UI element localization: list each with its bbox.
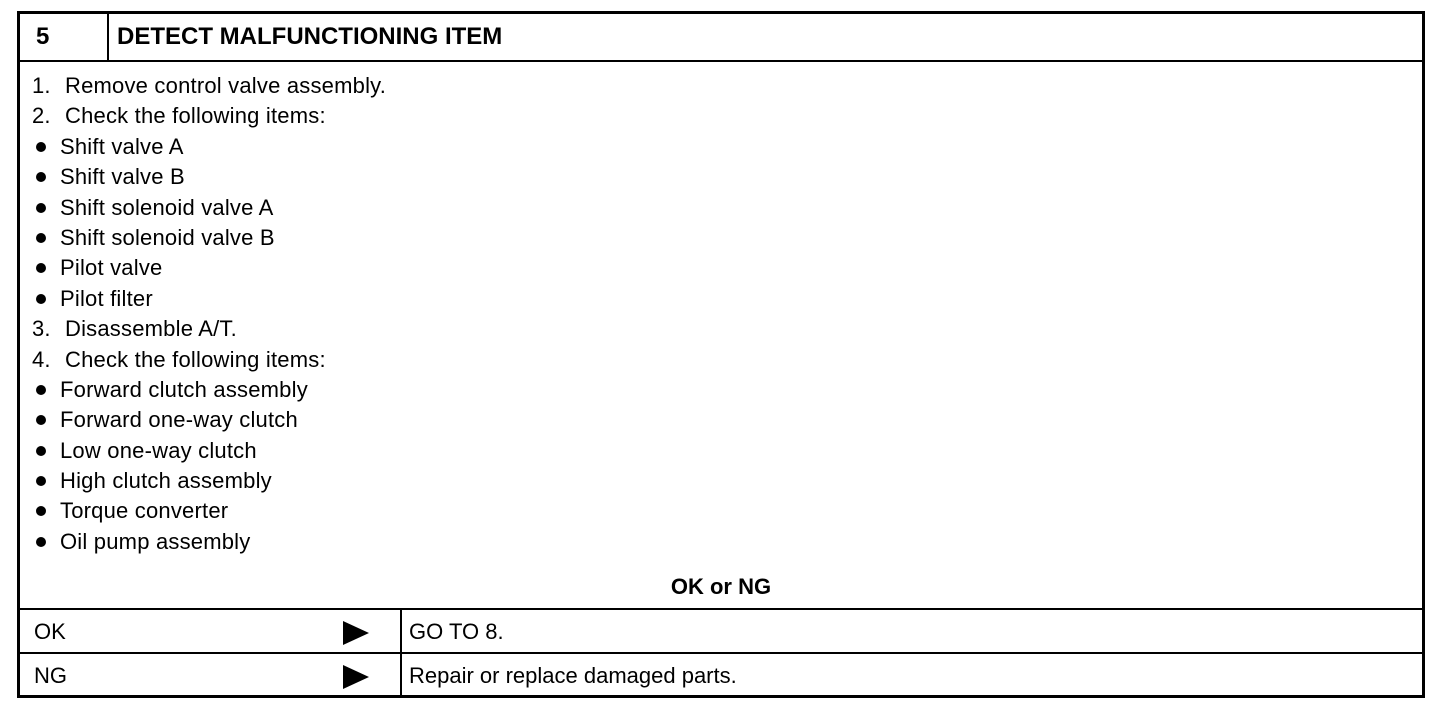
bullet-icon xyxy=(36,446,46,456)
procedure-step xyxy=(32,101,1422,131)
bullet-icon xyxy=(36,203,46,213)
ok-or-ng-label: OK or NG xyxy=(670,574,772,599)
result-condition xyxy=(20,654,402,697)
check-item-text: Low one-way clutch xyxy=(60,437,257,463)
bullet-icon xyxy=(36,476,46,486)
step-index: 3. xyxy=(32,316,51,342)
procedure-step-text: Check the following items: xyxy=(65,346,326,372)
check-item-text: Shift valve B xyxy=(60,164,185,190)
step-index: 2. xyxy=(32,103,51,129)
check-item xyxy=(32,496,1422,526)
check-item-text: High clutch assembly xyxy=(60,468,272,494)
check-item-text: Shift solenoid valve A xyxy=(60,194,274,220)
procedure-step-text: Disassemble A/T. xyxy=(65,316,237,342)
check-item-text: Forward one-way clutch xyxy=(60,407,298,433)
check-item-text: Oil pump assembly xyxy=(60,528,251,554)
step-index: 1. xyxy=(32,73,51,98)
check-item xyxy=(32,253,1422,283)
check-item xyxy=(32,436,1422,466)
bullet-icon xyxy=(36,142,46,152)
bullet-icon xyxy=(36,537,46,547)
bullet-icon xyxy=(36,415,46,425)
diagnostic-step-table xyxy=(17,11,1425,698)
bullet-icon xyxy=(36,263,46,273)
procedure-step-text: Check the following items: xyxy=(65,103,326,129)
step-index: 4. xyxy=(32,346,51,372)
result-action: GO TO 8. xyxy=(409,619,504,644)
check-item xyxy=(32,466,1422,496)
result-condition-label: NG xyxy=(34,663,67,688)
check-item xyxy=(32,405,1422,435)
result-condition-label: OK xyxy=(34,619,66,644)
result-action: Repair or replace damaged parts. xyxy=(409,663,737,688)
check-item xyxy=(32,375,1422,405)
procedure-step xyxy=(32,345,1422,375)
bullet-icon xyxy=(36,233,46,243)
check-item xyxy=(32,132,1422,162)
step-header xyxy=(20,14,1422,62)
procedure-body xyxy=(20,62,1422,608)
procedure-step xyxy=(32,314,1422,344)
check-item xyxy=(32,223,1422,253)
bullet-icon xyxy=(36,294,46,304)
arrow-right-icon xyxy=(343,665,369,689)
procedure-step-text: Remove control valve assembly. xyxy=(65,73,387,98)
bullet-icon xyxy=(36,385,46,395)
check-item xyxy=(32,527,1422,557)
procedure-step xyxy=(32,71,1422,101)
result-condition xyxy=(20,610,402,653)
check-item xyxy=(32,162,1422,192)
check-item-text: Torque converter xyxy=(60,498,229,524)
arrow-right-icon xyxy=(343,621,369,645)
step-number: 5 xyxy=(20,14,109,60)
check-item-text: Shift solenoid valve B xyxy=(60,224,275,250)
result-row-ng xyxy=(20,652,1422,697)
bullet-icon xyxy=(36,172,46,182)
step-title: DETECT MALFUNCTIONING ITEM xyxy=(117,23,503,50)
bullet-icon xyxy=(36,506,46,516)
check-item xyxy=(32,193,1422,223)
check-item-text: Shift valve A xyxy=(60,133,184,159)
check-item xyxy=(32,284,1422,314)
check-item-text: Pilot filter xyxy=(60,285,153,311)
check-item-text: Forward clutch assembly xyxy=(60,376,308,402)
result-row-ok xyxy=(20,608,1422,653)
check-item-text: Pilot valve xyxy=(60,255,163,281)
